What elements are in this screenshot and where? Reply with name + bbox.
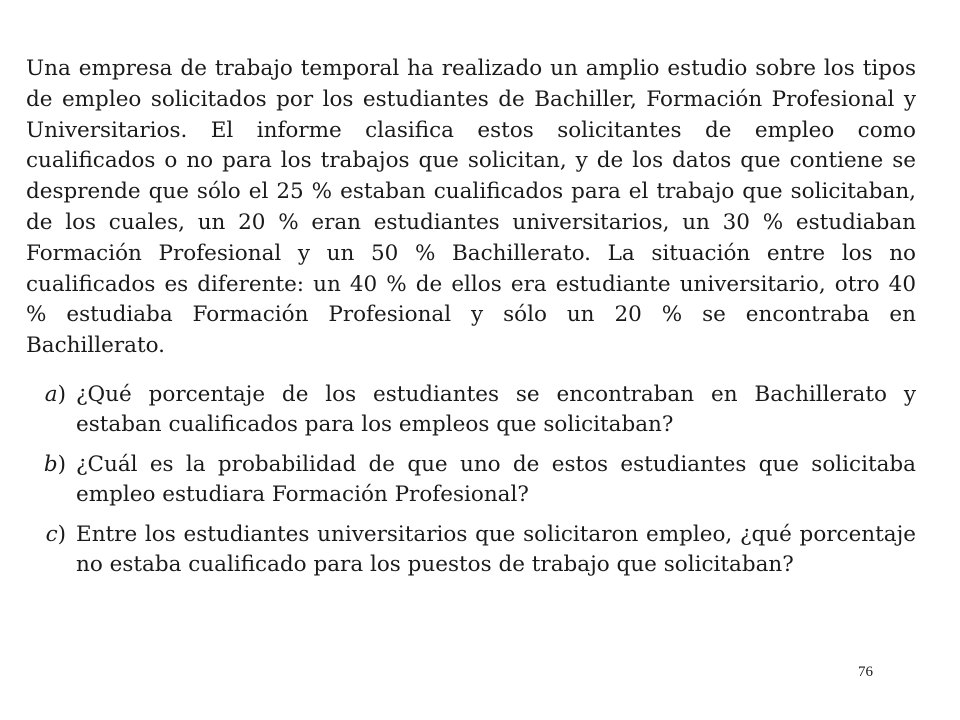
question-b-text: ¿Cuál es la probabilidad de que uno de estos estudiantes que solicitaba empleo estudiara Formación Profesional? xyxy=(76,451,916,507)
question-b xyxy=(26,450,916,510)
question-b-marker: b) xyxy=(43,451,66,477)
page-number: 76 xyxy=(858,664,873,680)
question-a xyxy=(26,380,916,440)
question-a-marker: a) xyxy=(44,381,66,407)
question-c-text: Entre los estudiantes universitarios que solicitaron empleo, ¿qué porcentaje no estaba cualificado para los puestos de trabajo que solicitaban? xyxy=(76,521,916,577)
question-a-letter: a xyxy=(44,381,58,407)
question-list xyxy=(26,380,916,580)
question-b-letter: b xyxy=(43,451,58,477)
problem-statement: Una empresa de trabajo temporal ha realizado un amplio estudio sobre los tipos de empleo solicitados por los estudiantes de Bachiller, Formación Profesional y Universitarios. El informe clasifica estos solicitantes de empleo como cualificados o no para los trabajos que solicitan, y de los datos que contiene se desprende que sólo el 25 % estaban cualificados para el trabajo que solicitaban, de los cuales, un 20 % eran estudiantes universitarios, un 30 % estudiaban Formación Profesional y un 50 % Bachillerato. La situación entre los no cualificados es diferente: un 40 % de ellos era estudiante universitario, otro 40 % estudiaba Formación Profesional y sólo un 20 % se encontraba en Bachillerato. xyxy=(26,56,916,359)
question-a-text: ¿Qué porcentaje de los estudiantes se encontraban en Bachillerato y estaban cualificados para los empleos que solicitaban? xyxy=(76,381,916,437)
question-c-marker: c) xyxy=(45,521,66,547)
question-c-letter: c xyxy=(45,521,58,547)
question-c xyxy=(26,520,916,580)
document-page xyxy=(26,54,916,590)
